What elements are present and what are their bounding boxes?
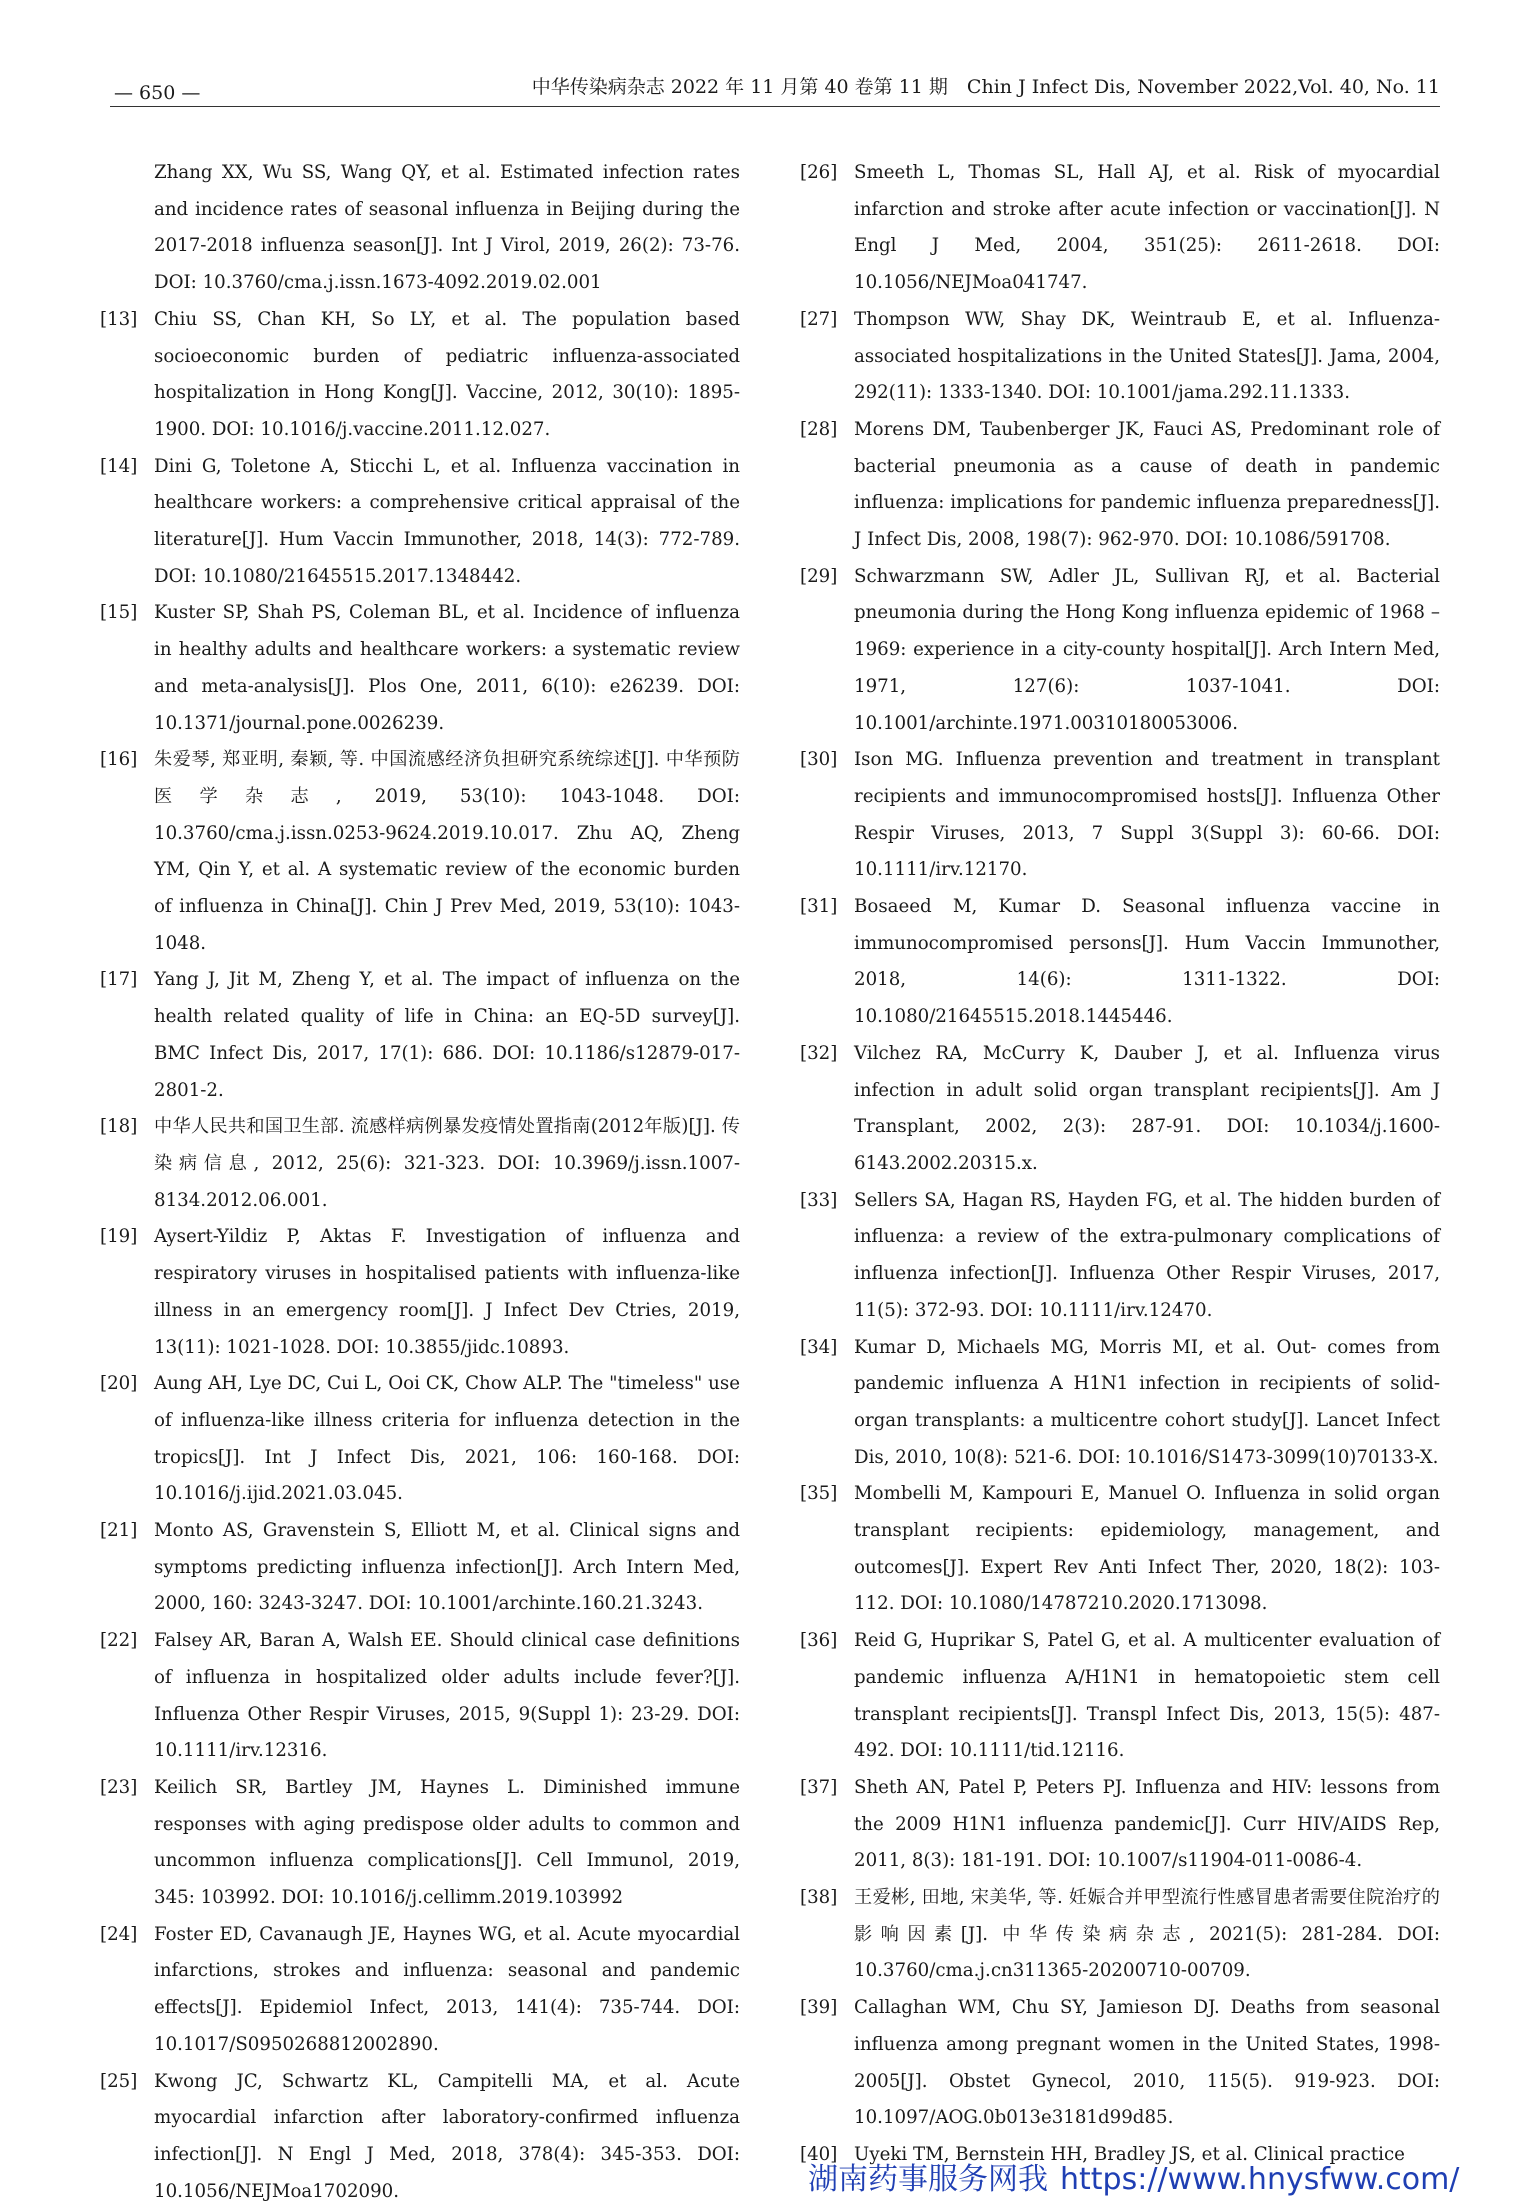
- reference-text: Foster ED, Cavanaugh JE, Haynes WG, et al. Acute myocardial infarctions, strokes and influenza: seasonal and pandemic effects[J]. Epidemiol Infect, 2013, 141(4): 735-744. DOI: 10.1017/S0950268812002890.: [154, 1923, 740, 2055]
- reference-number: [20]: [100, 1373, 138, 1395]
- reference-text: Bosaeed M, Kumar D. Seasonal influenza vaccine in immunocompromised persons[J]. Hum Vaccin Immunother, 2018, 14(6): 1311-1322. DOI: 10.1080/21645515.2018.1445446.: [854, 896, 1440, 1028]
- reference-text: Uyeki TM, Bernstein HH, Bradley JS, et al. Clinical practice: [854, 2143, 1405, 2165]
- reference-text: Mombelli M, Kampouri E, Manuel O. Influenza in solid organ transplant recipients: epidemiology, management, and outcomes[J]. Expert Rev Anti Infect Ther, 2020, 18(2): 103-112. DOI: 10.1080/14787210.2020.1713098.: [854, 1483, 1440, 1615]
- reference-item: [800, 1623, 1440, 1770]
- reference-item: [100, 1917, 740, 2064]
- reference-item: [100, 302, 740, 449]
- reference-number: [32]: [800, 1042, 838, 1064]
- reference-number: [24]: [100, 1923, 138, 1945]
- reference-text: Morens DM, Taubenberger JK, Fauci AS, Predominant role of bacterial pneumonia as a cause of death in pandemic influenza: implications for pandemic influenza preparedness[J]. J Infect Dis, 2008, 198(7): 962-970. DOI: 10.1086/591708.: [854, 418, 1440, 551]
- reference-text: Thompson WW, Shay DK, Weintraub E, et al. Influenza-associated hospitalizations in the United States[J]. Jama, 2004, 292(11): 1333-1340. DOI: 10.1001/jama.292.11.1333.: [854, 308, 1440, 404]
- reference-number: [37]: [800, 1776, 838, 1798]
- reference-text: Sheth AN, Patel P, Peters PJ. Influenza and HIV: lessons from the 2009 H1N1 influenza pandemic[J]. Curr HIV/AIDS Rep, 2011, 8(3): 181-191. DOI: 10.1007/s11904-011-0086-4.: [854, 1776, 1440, 1872]
- reference-item: [800, 742, 1440, 889]
- reference-item: [100, 1366, 740, 1513]
- reference-number: [19]: [100, 1226, 138, 1248]
- reference-number: [25]: [100, 2070, 138, 2092]
- watermark-site-name: 湖南药事服务网我: [808, 2162, 1048, 2197]
- reference-number: [36]: [800, 1630, 838, 1652]
- reference-text: Kuster SP, Shah PS, Coleman BL, et al. Incidence of influenza in healthy adults and healthcare workers: a systematic review and meta-analysis[J]. Plos One, 2011, 6(10): e26239. DOI: 10.1371/journal.pone.0026239.: [154, 602, 740, 734]
- reference-item: [800, 412, 1440, 559]
- reference-item: [800, 1183, 1440, 1330]
- reference-text: 王爱彬, 田地, 宋美华, 等. 妊娠合并甲型流行性感冒患者需要住院治疗的影响因素[J]. 中华传染病杂志, 2021(5): 281-284. DOI: 10.3760/cma.j.cn311365-20200710-00709.: [854, 1887, 1440, 1982]
- reference-item: [100, 962, 740, 1109]
- reference-number: [27]: [800, 308, 838, 330]
- site-watermark: [808, 2160, 1488, 2200]
- reference-text: Sellers SA, Hagan RS, Hayden FG, et al. The hidden burden of influenza: a review of the extra-pulmonary complications of influenza infection[J]. Influenza Other Respir Viruses, 2017, 11(5): 372-93. DOI: 10.1111/irv.12470.: [854, 1189, 1440, 1321]
- reference-item: [800, 1036, 1440, 1183]
- reference-item: [100, 1623, 740, 1770]
- reference-number: [38]: [800, 1887, 838, 1909]
- reference-text: 中华人民共和国卫生部. 流感样病例暴发疫情处置指南(2012年版)[J]. 传染病信息, 2012, 25(6): 321-323. DOI: 10.3969/j.issn.1007-8134.2012.06.001.: [154, 1116, 740, 1211]
- reference-number: [26]: [800, 162, 838, 183]
- reference-item: [100, 449, 740, 596]
- reference-number: [34]: [800, 1336, 838, 1358]
- reference-text: Callaghan WM, Chu SY, Jamieson DJ. Deaths from seasonal influenza among pregnant women in the United States, 1998-2005[J]. Obstet Gynecol, 2010, 115(5). 919-923. DOI: 10.1097/AOG.0b013e3181d99d85.: [854, 1997, 1440, 2129]
- reference-text: Aysert-Yildiz P, Aktas F. Investigation of influenza and respiratory viruses in hospitalised patients with influenza-like illness in an emergency room[J]. J Infect Dev Ctries, 2019, 13(11): 1021-1028. DOI: 10.3855/jidc.10893.: [154, 1226, 740, 1358]
- reference-item: [800, 1880, 1440, 1990]
- reference-item: [100, 2064, 740, 2210]
- reference-text: Ison MG. Influenza prevention and treatment in transplant recipients and immunocompromised hosts[J]. Influenza Other Respir Viruses, 2013, 7 Suppl 3(Suppl 3): 60-66. DOI: 10.1111/irv.12170.: [854, 749, 1440, 881]
- reference-text: Reid G, Huprikar S, Patel G, et al. A multicenter evaluation of pandemic influenza A/H1N1 in hematopoietic stem cell transplant recipients[J]. Transpl Infect Dis, 2013, 15(5): 487-492. DOI: 10.1111/tid.12116.: [854, 1630, 1440, 1762]
- reference-text: Kumar D, Michaels MG, Morris MI, et al. Out- comes from pandemic influenza A H1N1 infection in recipients of solid-organ transplants: a multicentre cohort study[J]. Lancet Infect Dis, 2010, 10(8): 521-6. DOI: 10.1016/S1473-3099(10)70133-X.: [854, 1336, 1440, 1468]
- reference-item: [800, 1476, 1440, 1623]
- reference-number: [15]: [100, 602, 138, 624]
- reference-item: [800, 1330, 1440, 1477]
- left-column: [100, 155, 740, 2210]
- reference-number: [35]: [800, 1483, 838, 1505]
- reference-item: [100, 742, 740, 962]
- reference-item: [800, 302, 1440, 412]
- reference-item: [100, 1770, 740, 1917]
- reference-item: [800, 559, 1440, 743]
- right-column: [800, 155, 1440, 2174]
- reference-text: Vilchez RA, McCurry K, Dauber J, et al. Influenza virus infection in adult solid organ transplant recipients[J]. Am J Transplant, 2002, 2(3): 287-91. DOI: 10.1034/j.1600-6143.2002.20315.x.: [854, 1042, 1440, 1174]
- page-header: [110, 72, 1440, 102]
- reference-number: [17]: [100, 969, 138, 991]
- page-number: — 650 —: [114, 82, 201, 104]
- reference-text: Kwong JC, Schwartz KL, Campitelli MA, et al. Acute myocardial infarction after laboratory-confirmed influenza infection[J]. N Engl J Med, 2018, 378(4): 345-353. DOI: 10.1056/NEJMoa1702090.: [154, 2070, 740, 2202]
- reference-item: [100, 595, 740, 742]
- reference-continuation: Zhang XX, Wu SS, Wang QY, et al. Estimated infection rates and incidence rates of seasonal influenza in Beijing during the 2017-2018 influenza season[J]. Int J Virol, 2019, 26(2): 73-76. DOI: 10.3760/cma.j.issn.1673-4092.2019.02.001: [154, 162, 740, 294]
- reference-number: [13]: [100, 308, 138, 330]
- reference-text: Monto AS, Gravenstein S, Elliott M, et al. Clinical signs and symptoms predicting influenza infection[J]. Arch Intern Med, 2000, 160: 3243-3247. DOI: 10.1001/archinte.160.21.3243.: [154, 1520, 740, 1615]
- reference-text: Smeeth L, Thomas SL, Hall AJ, et al. Risk of myocardial infarction and stroke after acute infection or vaccination[J]. N Engl J Med, 2004, 351(25): 2611-2618. DOI: 10.1056/NEJMoa041747.: [854, 162, 1440, 294]
- left-reference-list: [100, 302, 740, 2210]
- reference-item: [100, 1109, 740, 1219]
- reference-item: [800, 1990, 1440, 2137]
- reference-text: Dini G, Toletone A, Sticchi L, et al. Influenza vaccination in healthcare workers: a comprehensive critical appraisal of the literature[J]. Hum Vaccin Immunother, 2018, 14(3): 772-789. DOI: 10.1080/21645515.2017.1348442.: [154, 455, 740, 587]
- reference-text: 朱爱琴, 郑亚明, 秦颖, 等. 中国流感经济负担研究系统综述[J]. 中华预防医学杂志, 2019, 53(10): 1043-1048. DOI: 10.3760/cma.j.issn.0253-9624.2019.10.017. Zhu AQ, Zheng YM, Qin Y, et al. A systematic review of the economic burden of influenza in China[J]. Chin J Prev Med, 2019, 53(10): 1043-1048.: [154, 749, 740, 954]
- watermark-url[interactable]: https://www.hnysfww.com/: [1060, 2162, 1460, 2197]
- reference-item: [800, 889, 1440, 1036]
- reference-number: [16]: [100, 749, 138, 771]
- header-rule: [110, 106, 1440, 107]
- reference-text: Chiu SS, Chan KH, So LY, et al. The population based socioeconomic burden of pediatric influenza-associated hospitalization in Hong Kong[J]. Vaccine, 2012, 30(10): 1895-1900. DOI: 10.1016/j.vaccine.2011.12.027.: [154, 308, 740, 440]
- reference-number: [14]: [100, 455, 138, 477]
- reference-number: [31]: [800, 896, 838, 918]
- reference-text: Falsey AR, Baran A, Walsh EE. Should clinical case definitions of influenza in hospitalized older adults include fever?[J]. Influenza Other Respir Viruses, 2015, 9(Suppl 1): 23-29. DOI: 10.1111/irv.12316.: [154, 1630, 740, 1762]
- reference-text: Aung AH, Lye DC, Cui L, Ooi CK, Chow ALP. The "timeless" use of influenza-like illness criteria for influenza detection in the tropics[J]. Int J Infect Dis, 2021, 106: 160-168. DOI: 10.1016/j.ijid.2021.03.045.: [154, 1373, 740, 1505]
- reference-item: [100, 1513, 740, 1623]
- reference-number: [23]: [100, 1776, 138, 1798]
- reference-number: [33]: [800, 1189, 838, 1211]
- reference-number: [28]: [800, 418, 838, 440]
- running-head: 中华传染病杂志 2022 年 11 月第 40 卷第 11 期 Chin J Infect Dis, November 2022,Vol. 40, No. 11: [531, 76, 1440, 98]
- reference-item: [800, 1770, 1440, 1880]
- reference-item: [100, 1219, 740, 1366]
- reference-number: [40]: [800, 2143, 838, 2165]
- reference-number: [18]: [100, 1116, 138, 1138]
- reference-number: [39]: [800, 1997, 838, 2019]
- reference-number: [22]: [100, 1630, 138, 1652]
- reference-text: Yang J, Jit M, Zheng Y, et al. The impact of influenza on the health related quality of life in China: an EQ-5D survey[J]. BMC Infect Dis, 2017, 17(1): 686. DOI: 10.1186/s12879-017-2801-2.: [154, 969, 740, 1101]
- reference-number: [21]: [100, 1520, 138, 1542]
- reference-number: [30]: [800, 749, 838, 771]
- reference-number: [29]: [800, 565, 838, 587]
- reference-text: Keilich SR, Bartley JM, Haynes L. Diminished immune responses with aging predispose older adults to common and uncommon influenza complications[J]. Cell Immunol, 2019, 345: 103992. DOI: 10.1016/j.cellimm.2019.103992: [154, 1776, 740, 1909]
- reference-text: Schwarzmann SW, Adler JL, Sullivan RJ, et al. Bacterial pneumonia during the Hong Kong influenza epidemic of 1968 – 1969: experience in a city-county hospital[J]. Arch Intern Med, 1971, 127(6): 1037-1041. DOI: 10.1001/archinte.1971.00310180053006.: [854, 565, 1440, 734]
- reference-item: [800, 155, 1440, 302]
- right-reference-list: [800, 155, 1440, 2174]
